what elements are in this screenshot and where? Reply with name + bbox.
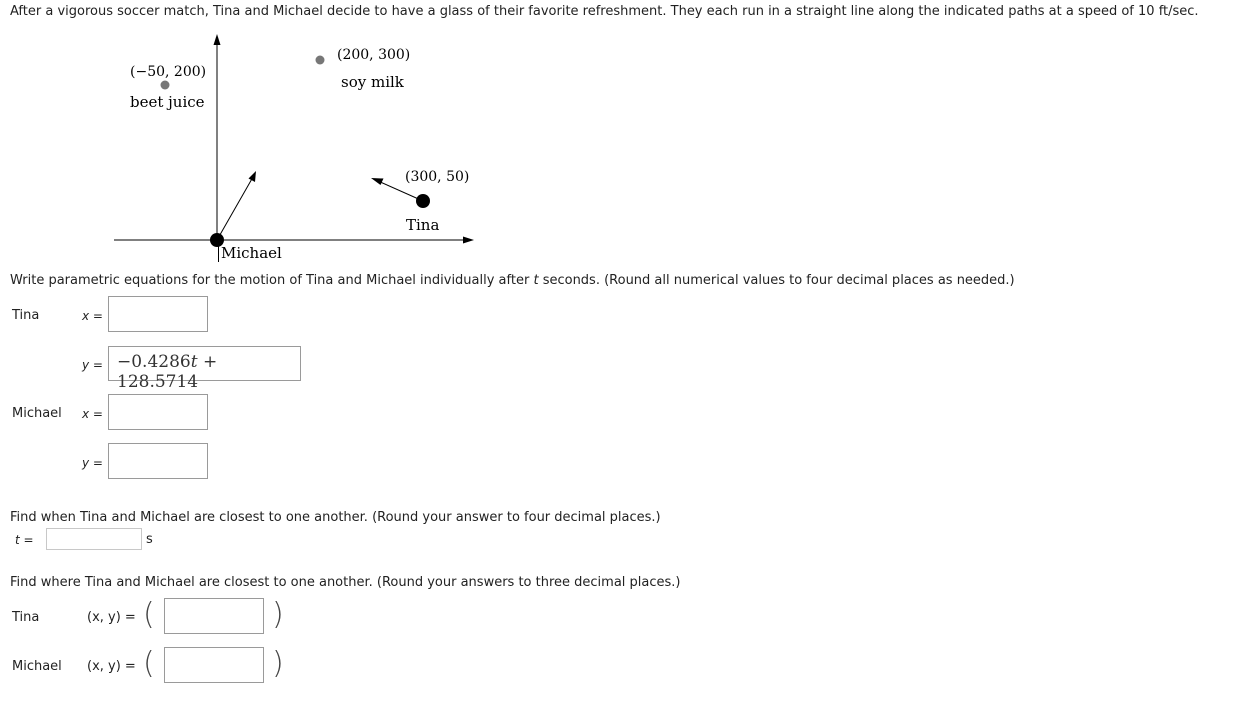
soy-milk-label: soy milk: [341, 73, 404, 91]
part1-instructions: [10, 273, 1015, 288]
beet-juice-label: beet juice: [130, 93, 205, 111]
michael-open-paren: (: [143, 646, 155, 681]
problem-intro: After a vigorous soccer match, Tina and Michael decide to have a glass of their favorite refreshment. They each run in a straight line along the indicated paths at a speed of 10 ft/sec.: [10, 4, 1199, 19]
part1-text-a: Write parametric equations for the motion of Tina and Michael individually after: [10, 273, 534, 288]
y-axis-arrowhead: [214, 34, 221, 45]
tina-coords: (300, 50): [405, 169, 470, 185]
diagram: [0, 28, 480, 268]
part3-instructions: Find where Tina and Michael are closest to one another. (Round your answers to three decimal places.): [10, 575, 681, 590]
tina-equation-label: Tina: [12, 308, 40, 323]
michael-path: [217, 177, 253, 240]
michael-equation-label: Michael: [12, 406, 62, 421]
michael-position-input[interactable]: [164, 647, 264, 683]
michael-diagram-label: Michael: [218, 245, 282, 262]
x-axis-arrowhead: [463, 237, 474, 244]
michael-x-label: x =: [82, 407, 103, 421]
tina-close-paren: ): [272, 597, 284, 632]
beet-juice-coords: (−50, 200): [130, 64, 207, 80]
tina-point: [416, 194, 430, 208]
part1-text-b: seconds. (Round all numerical values to four decimal places as needed.): [538, 273, 1015, 288]
soy-milk-coords: (200, 300): [337, 47, 411, 63]
tina-y-label: y =: [82, 358, 103, 372]
tina-x-label: x =: [82, 309, 103, 323]
closest-time-input[interactable]: [46, 528, 142, 550]
tina-path-arrowhead: [371, 178, 384, 185]
michael-close-paren: ): [272, 646, 284, 681]
beet-juice-point: [161, 81, 170, 90]
time-unit: s: [146, 532, 153, 547]
tina-y-input[interactable]: [108, 346, 301, 392]
part2-instructions: Find when Tina and Michael are closest to one another. (Round your answer to four decimal places.): [10, 510, 661, 525]
michael-position-label: Michael: [12, 659, 62, 674]
t-label: t =: [15, 533, 34, 547]
tina-position-label: Tina: [12, 610, 40, 625]
tina-x-input[interactable]: [108, 296, 208, 332]
tina-xy-label: (x, y) =: [87, 610, 136, 625]
michael-xy-label: (x, y) =: [87, 659, 136, 674]
tina-position-input[interactable]: [164, 598, 264, 634]
tina-y-value: −0.4286t + 128.5714: [117, 352, 218, 392]
tina-label: Tina: [406, 216, 440, 234]
michael-y-label: y =: [82, 456, 103, 470]
part1-variable: t: [533, 273, 539, 288]
michael-x-input[interactable]: [108, 394, 208, 430]
tina-open-paren: (: [143, 597, 155, 632]
soy-milk-point: [316, 56, 325, 65]
michael-y-input[interactable]: [108, 443, 208, 479]
michael-path-arrowhead: [249, 171, 257, 182]
